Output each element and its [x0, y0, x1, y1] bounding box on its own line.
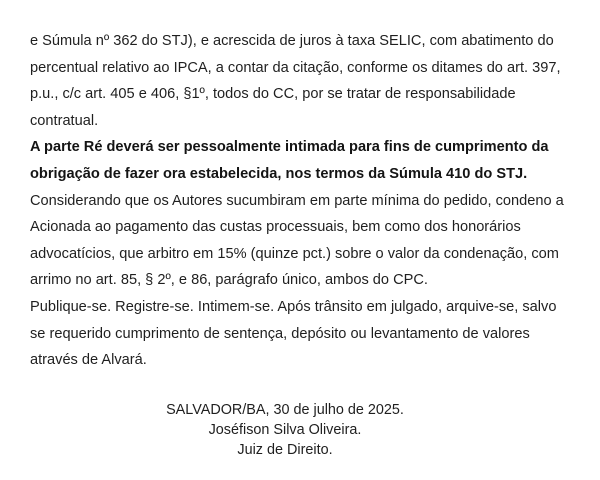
bold-text-line: obrigação de fazer ora estabelecida, nos termos da Súmula 410 do STJ. — [30, 165, 528, 182]
text-line: através de Alvará. — [30, 352, 147, 369]
signature-place-date: SALVADOR/BA, 30 de julho de 2025. — [166, 402, 404, 418]
signature-role: Juiz de Direito. — [237, 442, 333, 458]
text-line: Considerando que os Autores sucumbiram em parte mínima do pedido, condeno a — [30, 192, 564, 209]
signature-name: Joséfison Silva Oliveira. — [208, 422, 362, 438]
document-body — [30, 28, 585, 374]
paragraph-publication — [30, 294, 585, 374]
text-line: advocatícios, que arbitro em 15% (quinze pct.) sobre o valor da condenação, com — [30, 245, 559, 262]
text-line: contratual. — [30, 112, 99, 129]
paragraph-personal-notification — [30, 134, 585, 187]
paragraph-costs-and-fees — [30, 188, 585, 294]
text-line: p.u., c/c art. 405 e 406, §1º, todos do CC, por se tratar de responsabilidade — [30, 86, 516, 103]
text-line: e Súmula nº 362 do STJ), e acrescida de juros à taxa SELIC, com abatimento do — [30, 33, 554, 49]
text-line: arrimo no art. 85, § 2º, e 86, parágrafo único, ambos do CPC. — [30, 272, 428, 289]
text-line: percentual relativo ao IPCA, a contar da citação, conforme os ditames do art. 397, — [30, 59, 561, 76]
text-line: se requerido cumprimento de sentença, depósito ou levantamento de valores — [30, 325, 530, 342]
paragraph-judgment-correction — [30, 28, 585, 134]
bold-text-line: A parte Ré deverá ser pessoalmente intimada para fins de cumprimento da — [30, 139, 549, 156]
text-line: Publique-se. Registre-se. Intimem-se. Após trânsito em julgado, arquive-se, salvo — [30, 298, 557, 315]
text-line: Acionada ao pagamento das custas processuais, bem como dos honorários — [30, 219, 521, 236]
